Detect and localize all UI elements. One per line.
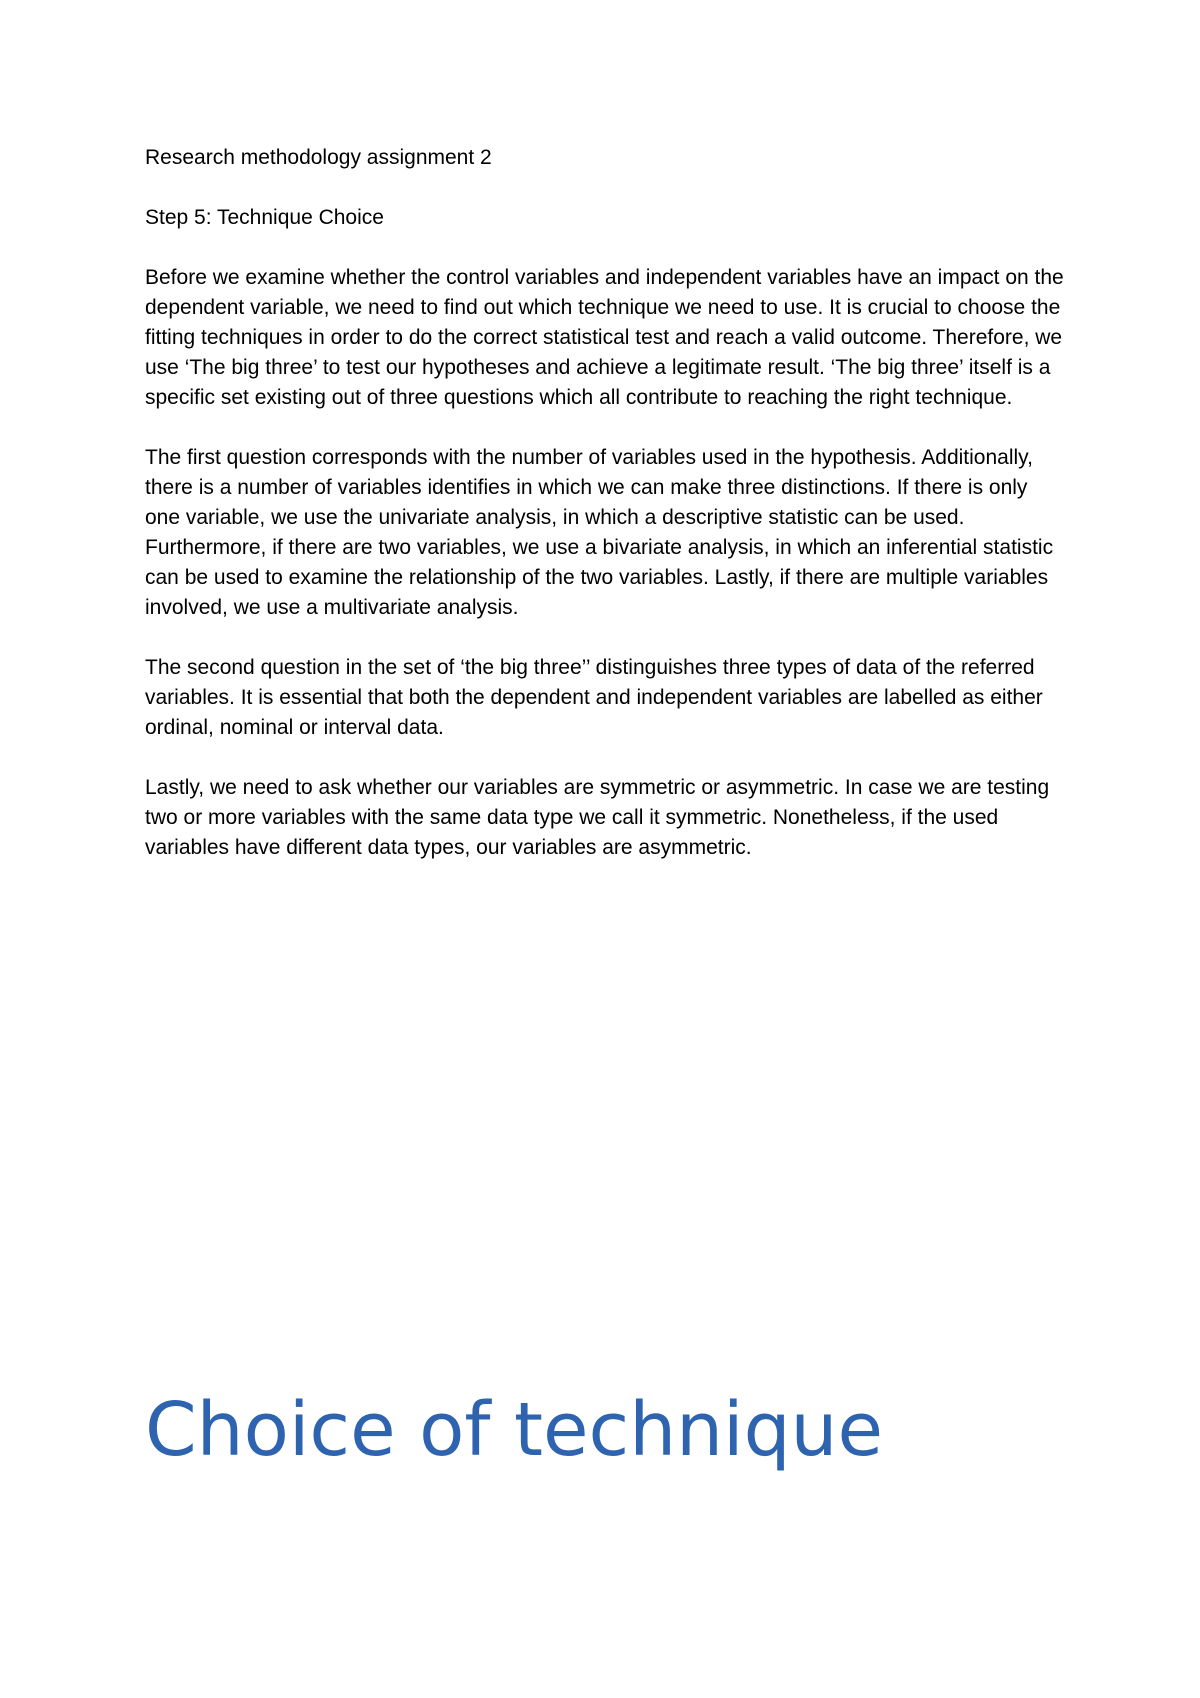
document-title: Research methodology assignment 2 bbox=[145, 146, 492, 169]
paragraph-second-question: The second question in the set of ‘the big three’’ distinguishes three types of data of the referred variables. It is essential that both the dependent and independent variables are labelled as either ordinal, nominal or interval data. bbox=[145, 656, 1043, 739]
step-heading: Step 5: Technique Choice bbox=[145, 206, 384, 229]
section-heading: Choice of technique bbox=[145, 1387, 883, 1473]
paragraph-third-question: Lastly, we need to ask whether our variables are symmetric or asymmetric. In case we are testing two or more variables with the same data type we call it symmetric. Nonetheless, if the used variables have different data types, our variables are asymmetric. bbox=[145, 776, 1050, 859]
paragraph-intro: Before we examine whether the control variables and independent variables have an impact on the dependent variable, we need to find out which technique we need to use. It is crucial to choose the fitting techniques in order to do the correct statistical test and reach a valid outcome. Therefore, we use ‘The big three’ to test our hypotheses and achieve a legitimate result. ‘The big three’ itself is a specific set existing out of three questions which all contribute to reaching the right technique. bbox=[145, 266, 1064, 409]
document-body bbox=[145, 143, 1065, 893]
paragraph-first-question: The first question corresponds with the number of variables used in the hypothesis. Additionally, there is a number of variables identifies in which we can make three distinctions. If there is only one variable, we use the univariate analysis, in which a descriptive statistic can be used. Furthermore, if there are two variables, we use a bivariate analysis, in which an inferential statistic can be used to examine the relationship of the two variables. Lastly, if there are multiple variables involved, we use a multivariate analysis. bbox=[145, 446, 1054, 619]
